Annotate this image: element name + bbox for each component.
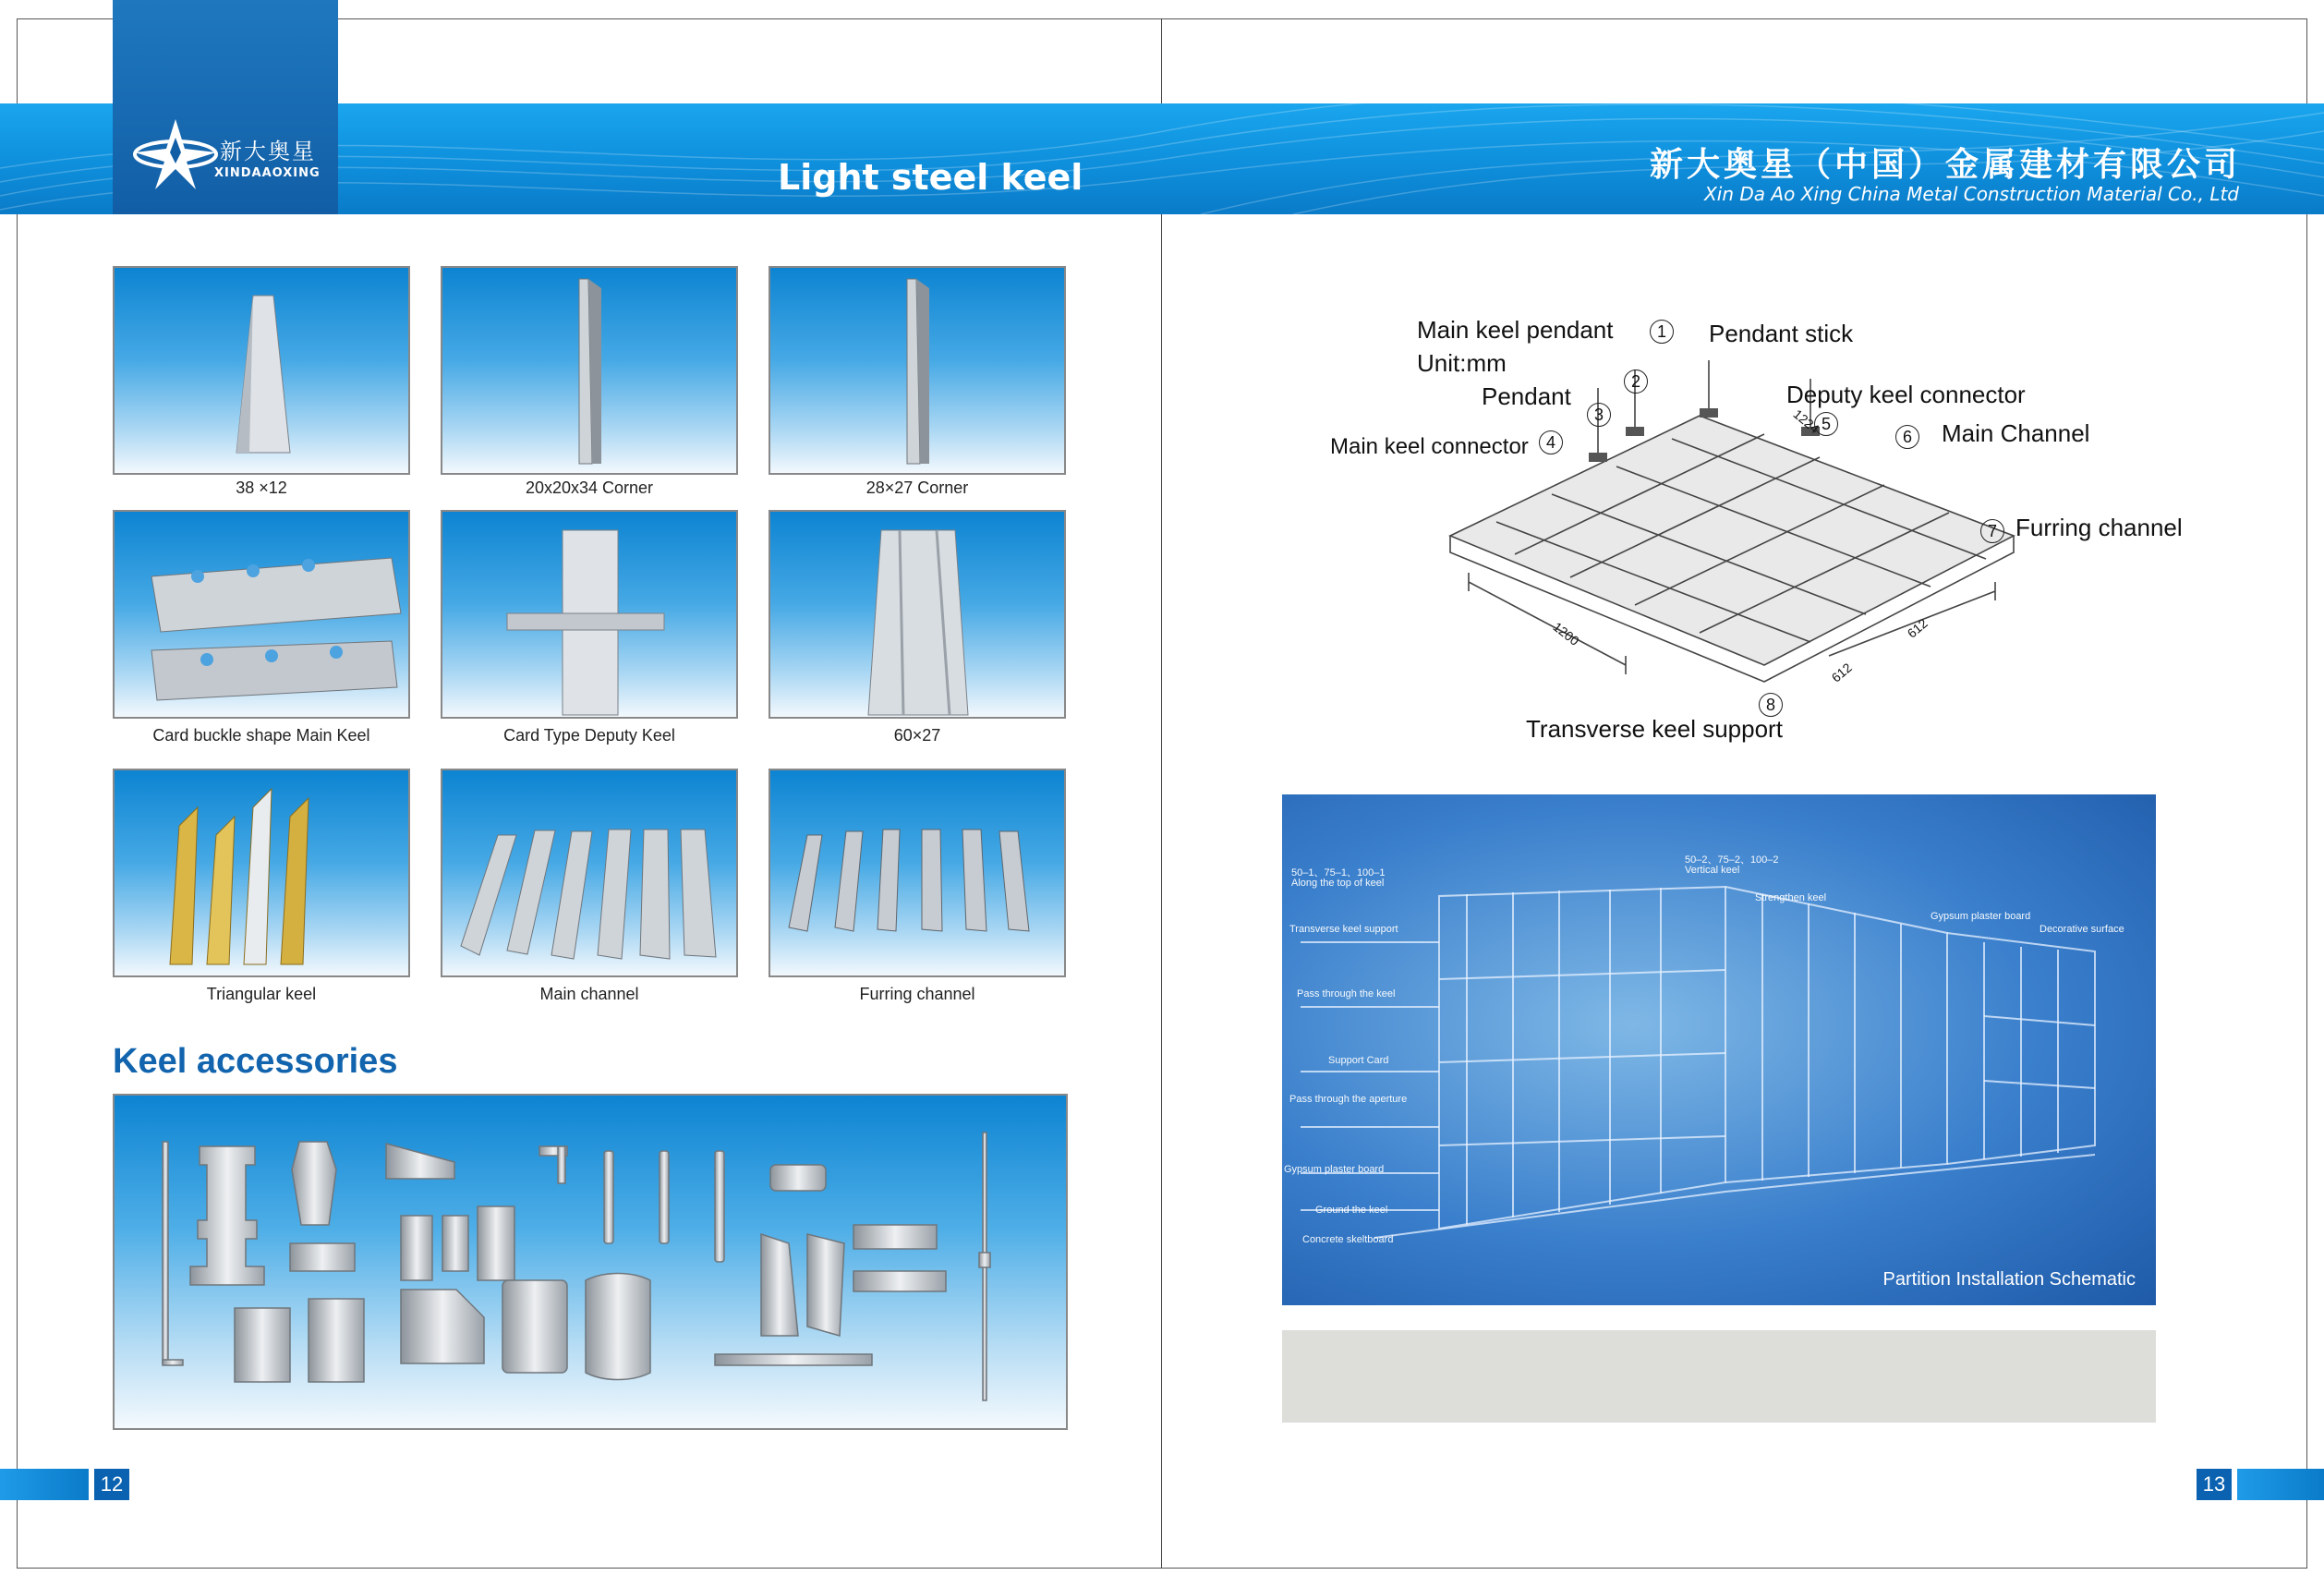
product-photo [769, 266, 1066, 475]
product-caption: Furring channel [859, 985, 975, 1003]
left-page-number: 12 [94, 1469, 129, 1500]
channel-group-icon [442, 770, 736, 975]
callout-1: 1 [1650, 320, 1674, 344]
triangular-keel-icon [115, 770, 408, 975]
product-photo [113, 769, 410, 977]
label-transverse-keel-support: Transverse keel support [1526, 715, 1783, 743]
label-pendant: Pendant [1482, 382, 1571, 410]
corner-profile-icon [770, 268, 1064, 473]
left-page-bar [0, 1469, 89, 1500]
label-unit: Unit:mm [1417, 349, 1507, 377]
dim-612-front: 612 [1828, 660, 1855, 685]
label-pendant-stick: Pendant stick [1709, 320, 1854, 347]
product-caption: 38 ×12 [236, 479, 287, 497]
schema-label-l2b: Vertical keel [1685, 865, 1740, 876]
logo-block [113, 0, 338, 214]
product-caption: 28×27 Corner [865, 479, 969, 497]
callout-5: 5 [1814, 412, 1838, 436]
product-photo [441, 769, 738, 977]
product-caption: Main channel [539, 985, 639, 1003]
callout-3: 3 [1587, 403, 1611, 427]
accessories-items [115, 1096, 1066, 1428]
callout-7: 7 [1980, 519, 2004, 543]
label-main-keel-pendant: Main keel pendant [1417, 316, 1614, 344]
callout-2: 2 [1624, 369, 1648, 394]
corner-profile-icon [442, 268, 736, 473]
callout-4: 4 [1539, 430, 1563, 454]
accessories-title: Keel accessories [113, 1042, 398, 1081]
schema-label-l4: Gypsum plaster board [1931, 911, 2031, 922]
product-photo [113, 266, 410, 475]
schema-label-l5: Decorative surface [2040, 924, 2124, 935]
schema-label-l11: Ground the keel [1315, 1205, 1388, 1216]
schema-label-l7: Pass through the keel [1297, 988, 1396, 999]
page-title: Light steel keel [778, 157, 1083, 198]
product-caption: Card buckle shape Main Keel [152, 726, 370, 745]
right-page-bar [2237, 1469, 2324, 1500]
logo-en: XINDAAOXING [214, 166, 321, 180]
book-spine [1161, 18, 1162, 1569]
right-page-number: 13 [2197, 1469, 2232, 1500]
dim-1224: 1224 [1790, 406, 1822, 437]
schema-label-l6: Transverse keel support [1289, 924, 1398, 935]
schema-label-l10: Gypsum plaster board [1284, 1164, 1385, 1175]
schema-label-l1: 50–1、75–1、100–1 [1291, 867, 1386, 878]
product-photo [113, 510, 410, 719]
product-photo [441, 266, 738, 475]
perforated-keel-icon [115, 512, 408, 717]
product-caption: Triangular keel [206, 985, 317, 1003]
schema-label-l1b: Along the top of keel [1291, 878, 1385, 889]
label-main-channel: Main Channel [1942, 419, 2090, 447]
blank-grey-panel [1282, 1330, 2156, 1423]
furring-group-icon [770, 770, 1064, 975]
product-photo [769, 769, 1066, 977]
product-photo [769, 510, 1066, 719]
deputy-keel-icon [442, 512, 736, 717]
product-photo [441, 510, 738, 719]
product-caption: Card Type Deputy Keel [503, 726, 675, 745]
accessories-photo [113, 1094, 1068, 1430]
dim-612-side: 612 [1904, 615, 1931, 641]
schema-caption: Partition Installation Schematic [1882, 1269, 2136, 1290]
product-caption: 60×27 [893, 726, 941, 745]
schema-label-l8: Support Card [1328, 1055, 1389, 1066]
callout-8: 8 [1759, 693, 1783, 717]
callout-6: 6 [1895, 425, 1919, 449]
wide-channel-icon [770, 512, 1064, 717]
label-main-keel-connector: Main keel connector [1330, 434, 1529, 459]
label-deputy-keel-connector: Deputy keel connector [1786, 381, 2026, 408]
logo-cn: 新大奥星 [220, 139, 316, 164]
dim-1200: 1200 [1550, 619, 1582, 648]
company-name-en: Xin Da Ao Xing China Metal Construction Material Co., Ltd [1704, 183, 2239, 205]
schema-label-l12: Concrete skeltboard [1302, 1234, 1394, 1245]
schema-label-l9: Pass through the aperture [1289, 1094, 1408, 1105]
schema-label-l3: Strengthen keel [1755, 892, 1827, 903]
partition-schematic [1282, 794, 2156, 1305]
schema-label-l2: 50–2、75–2、100–2 [1685, 854, 1779, 866]
company-name-cn: 新大奥星（中国）金属建材有限公司 [1649, 145, 2241, 184]
channel-profile-icon [115, 268, 408, 473]
star-logo-icon [131, 115, 224, 189]
label-furring-channel: Furring channel [2015, 514, 2183, 541]
product-caption: 20x20x34 Corner [525, 479, 654, 497]
